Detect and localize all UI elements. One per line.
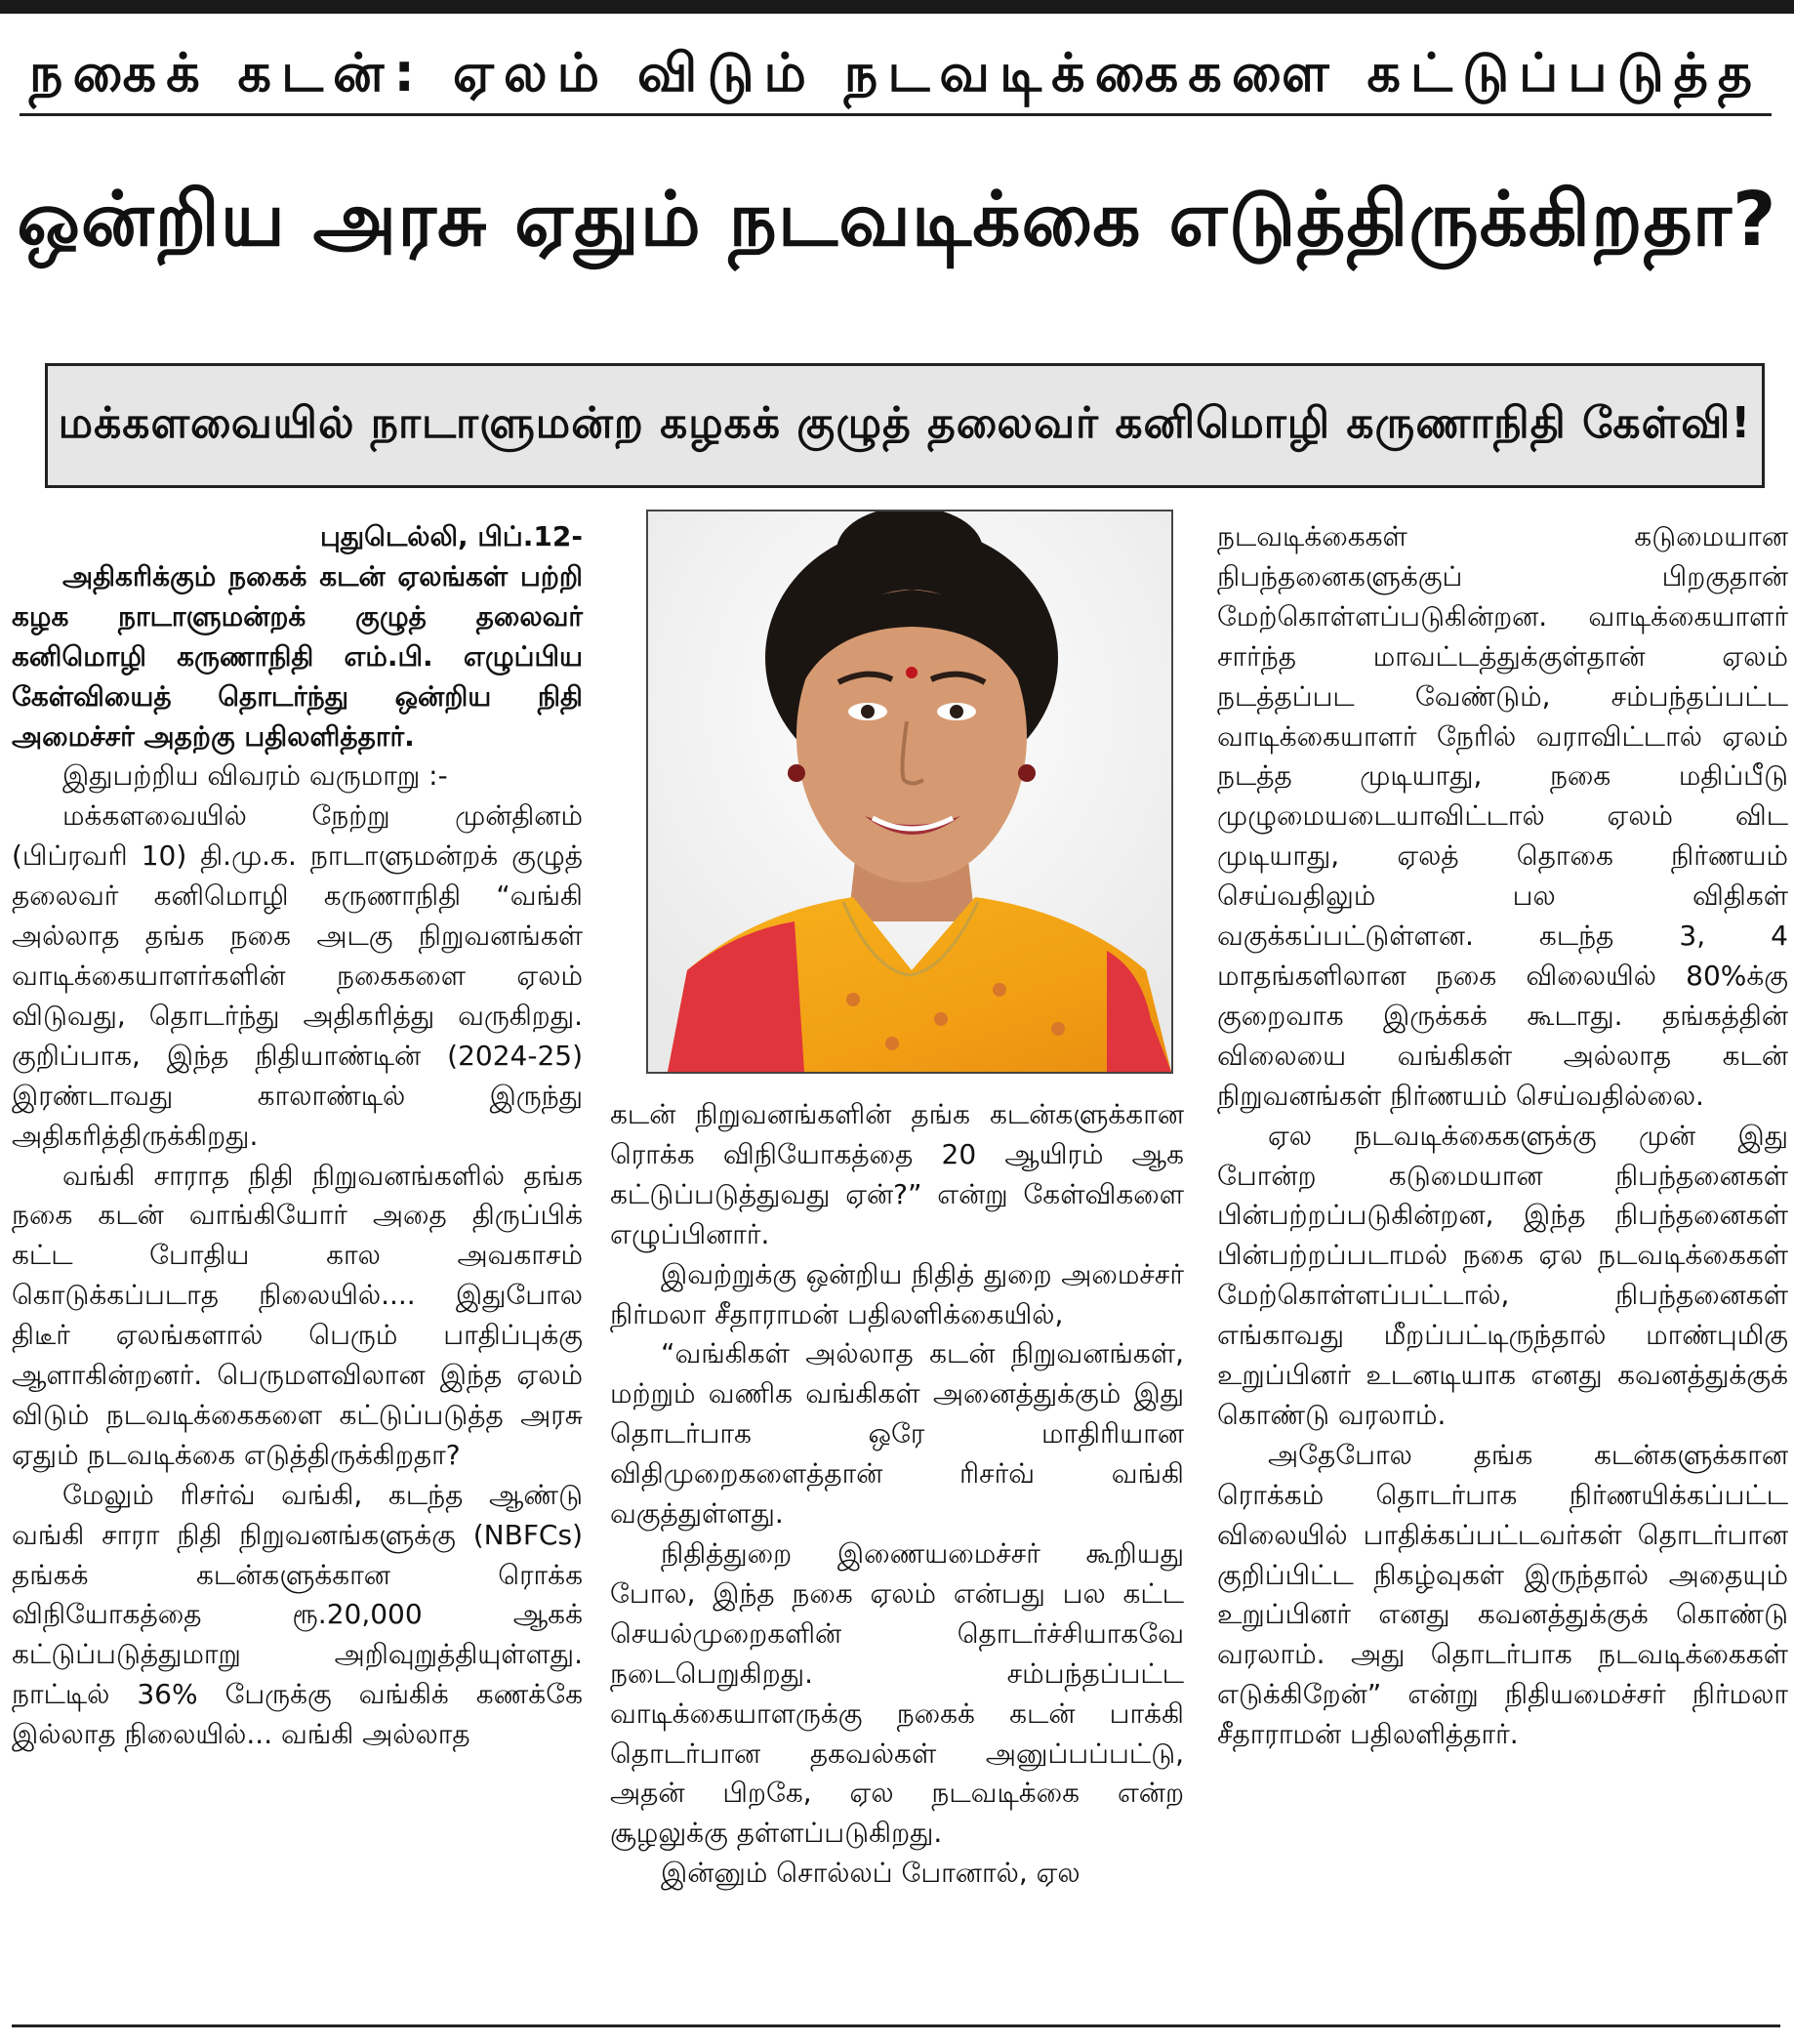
bottom-rule	[12, 2024, 1780, 2027]
paragraph: “வங்கிகள் அல்லாத கடன் நிறுவனங்கள், மற்றும் வணிக வங்கிகள் அனைத்துக்கும் இது தொடர்பாக ஒரே மாதிரியான விதிமுறைகளைத்தான் ரிசர்வ் வங்கி வகுத்துள்ளது.	[610, 1337, 1184, 1531]
paragraph: நடவடிக்கைகள் கடுமையான நிபந்தனைகளுக்குப் பிறகுதான் மேற்கொள்ளப்படுகின்றன. வாடிக்கையாளர் சார்ந்த மாவட்டத்துக்குள்தான் ஏலம் நடத்தப்பட வேண்டும், சம்பந்தப்பட்ட வாடிக்கையாளர் நேரில் வராவிட்டால் ஏலம் நடத்த முடியாது, நகை மதிப்பீடு முழுமையடையாவிட்டால் ஏலம் விட முடியாது, ஏலத் தொகை நிர்ணயம் செய்வதிலும் பல விதிகள் வகுக்கப்பட்டுள்ளன. கடந்த 3, 4 மாதங்களிலான நகை விலையில் 80%க்கு குறைவாக இருக்கக் கூடாது. தங்கத்தின் விலையை வங்கிகள் அல்லாத கடன் நிறுவனங்கள் நிர்ணயம் செய்வதில்லை.	[1217, 520, 1788, 1112]
paragraph: மக்களவையில் நேற்று முன்தினம் (பிப்ரவரி 10) தி.மு.க. நாடாளுமன்றக் குழுத் தலைவர் கனிமொழி கருணாநிதி “வங்கி அல்லாத தங்க நகை அடகு நிறுவனங்கள் வாடிக்கையாளர்களின் நகைகளை ஏலம் விடுவது, தொடர்ந்து அதிகரித்து வருகிறது. குறிப்பாக, இந்த நிதியாண்டின் (2024-25) இரண்டாவது காலாண்டில் இருந்து அதிகரித்திருக்கிறது.	[12, 799, 583, 1152]
article-column-3	[1217, 517, 1788, 1755]
paragraph: இவற்றுக்கு ஒன்றிய நிதித் துறை அமைச்சர் நிர்மலா சீதாராமன் பதிலளிக்கையில்,	[610, 1257, 1184, 1330]
paragraph: கடன் நிறுவனங்களின் தங்க கடன்களுக்கான ரொக்க விநியோகத்தை 20 ஆயிரம் ஆக கட்டுப்படுத்துவது ஏன்?” என்று கேள்விகளை எழுப்பினார்.	[610, 1098, 1184, 1250]
subheadline: மக்களவையில் நாடாளுமன்ற கழகக் குழுத் தலைவர் கனிமொழி கருணாநிதி கேள்வி!	[58, 397, 1752, 448]
portrait-illustration	[648, 511, 1171, 1072]
portrait-photo	[646, 510, 1173, 1074]
paragraph: இன்னும் சொல்லப் போனால், ஏல	[661, 1857, 1080, 1890]
subheadline-box	[45, 363, 1765, 488]
main-headline: ஒன்றிய அரசு ஏதும் நடவடிக்கை எடுத்திருக்கிறதா?	[17, 177, 1777, 264]
article-column-2	[610, 1095, 1184, 1894]
paragraph: அதேபோல தங்க கடன்களுக்கான ரொக்கம் தொடர்பாக நிர்ணயிக்கப்பட்ட விலையில் பாதிக்கப்பட்டவர்கள் தொடர்பான குறிப்பிட்ட நிகழ்வுகள் இருந்தால் அதையும் உறுப்பினர் எனது கவனத்துக்குக் கொண்டு வரலாம். அது தொடர்பாக நடவடிக்கைகள் எடுக்கிறேன்” என்று நிதியமைச்சர் நிர்மலா சீதாராமன் பதிலளித்தார்.	[1217, 1438, 1788, 1751]
paragraph: ஏல நடவடிக்கைகளுக்கு முன் இது போன்ற கடுமையான நிபந்தனைகள் பின்பற்றப்படுகின்றன, இந்த நிபந்தனைகள் பின்பற்றப்படாமல் நகை ஏல நடவடிக்கைகள் மேற்கொள்ளப்பட்டால், நிபந்தனைகள் எங்காவது மீறப்பட்டிருந்தால் மாண்புமிகு உறுப்பினர் உடனடியாக எனது கவனத்துக்குக் கொண்டு வரலாம்.	[1217, 1119, 1788, 1431]
article-column-1	[12, 517, 583, 1755]
kicker-headline: நகைக் கடன்: ஏலம் விடும் நடவடிக்கைகளை கட்டுப்படுத்த	[20, 43, 1772, 116]
top-rule	[0, 0, 1794, 14]
paragraph: இதுபற்றிய விவரம் வருமாறு :-	[62, 759, 448, 793]
dateline: புதுடெல்லி, பிப்.12-	[320, 520, 583, 552]
lead-paragraph: அதிகரிக்கும் நகைக் கடன் ஏலங்கள் பற்றி கழக நாடாளுமன்றக் குழுத் தலைவர் கனிமொழி கருணாநிதி எம்.பி. எழுப்பிய கேள்வியைத் தொடர்ந்து ஒன்றிய நிதி அமைச்சர் அதற்கு பதிலளித்தார்.	[12, 559, 583, 753]
paragraph: வங்கி சாராத நிதி நிறுவனங்களில் தங்க நகை கடன் வாங்கியோர் அதை திருப்பிக் கட்ட போதிய கால அவகாசம் கொடுக்கப்படாத நிலையில்.... இதுபோல திடீர் ஏலங்களால் பெரும் பாதிப்புக்கு ஆளாகின்றனர். பெருமளவிலான இந்த ஏலம் விடும் நடவடிக்கைகளை கட்டுப்படுத்த அரசு ஏதும் நடவடிக்கை எடுத்திருக்கிறதா?	[12, 1159, 583, 1471]
paragraph: நிதித்துறை இணையமைச்சர் கூறியது போல, இந்த நகை ஏலம் என்பது பல கட்ட செயல்முறைகளின் தொடர்ச்சியாகவே நடைபெறுகிறது. சம்பந்தப்பட்ட வாடிக்கையாளருக்கு நகைக் கடன் பாக்கி தொடர்பான தகவல்கள் அனுப்பப்பட்டு, அதன் பிறகே, ஏல நடவடிக்கை என்ற சூழலுக்கு தள்ளப்படுகிறது.	[610, 1536, 1184, 1850]
paragraph: மேலும் ரிசர்வ் வங்கி, கடந்த ஆண்டு வங்கி சாரா நிதி நிறுவனங்களுக்கு (NBFCs) தங்கக் கடன்களுக்கான ரொக்க விநியோகத்தை ரூ.20,000 ஆகக் கட்டுப்படுத்துமாறு அறிவுறுத்தியுள்ளது. நாட்டில் 36% பேருக்கு வங்கிக் கணக்கே இல்லாத நிலையில்... வங்கி அல்லாத	[12, 1478, 583, 1751]
